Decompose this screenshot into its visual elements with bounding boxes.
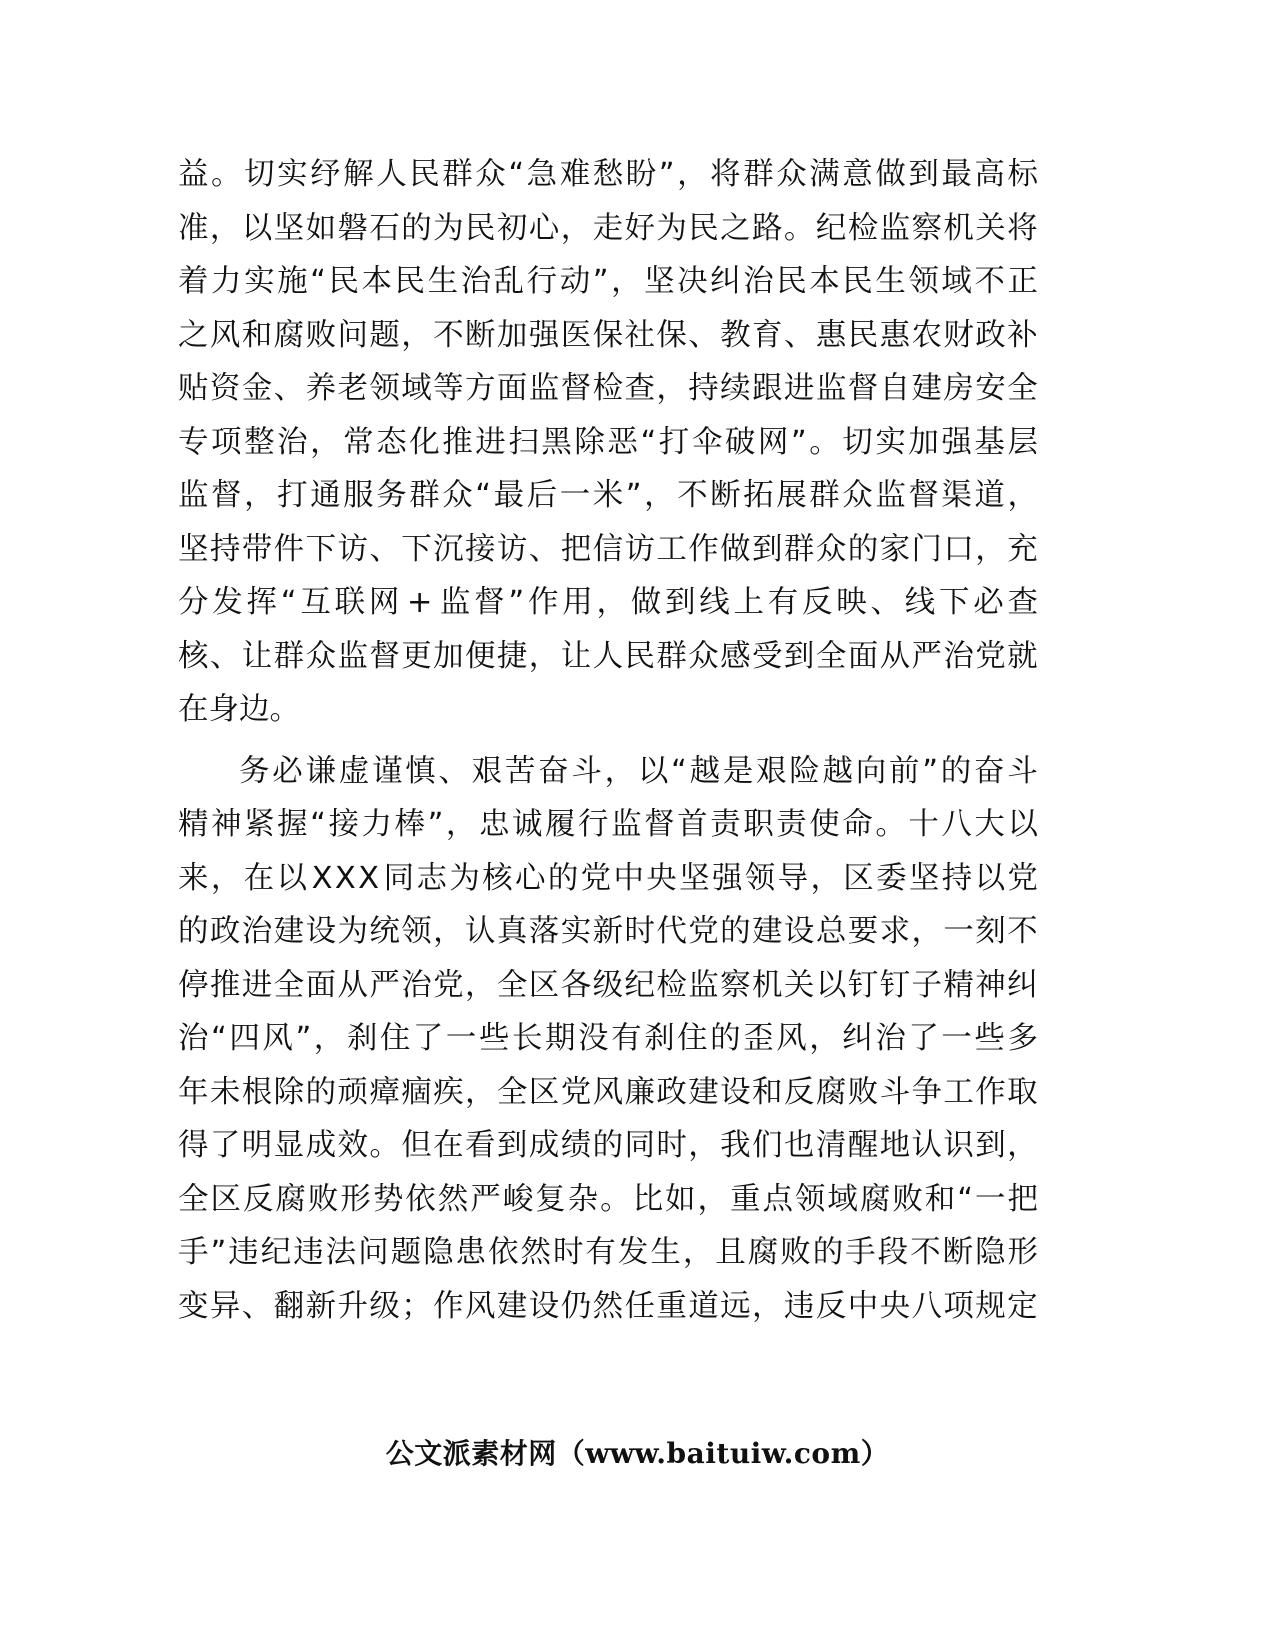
text-line: 治 “ 四 风 ” ， 刹 住 了 一 些 长 期 没 有 刹 住 的 歪 风 ， 纠 治 了 一 些 多 bbox=[178, 1021, 1038, 1056]
text-line: 变 异 、 翻 新 升 级 ； 作 风 建 设 仍 然 任 重 道 远 ， 违 反 中 央 八 项 规 定 bbox=[178, 1288, 1038, 1324]
text-line: 全 区 反 腐 败 形 势 依 然 严 峻 复 杂 。 比 如 ， 重 点 领 域 腐 败 和 “ 一 把 bbox=[178, 1181, 1038, 1217]
text-line: 益 。 切 实 纾 解 人 民 群 众 “ 急 难 愁 盼 ” ， 将 群 众 满 意 做 到 最 高 标 bbox=[178, 157, 1038, 192]
document-body bbox=[178, 148, 1038, 1333]
text-line: 得 了 明 显 成 效 。 但 在 看 到 成 绩 的 同 时 ， 我 们 也 清 醒 地 认 识 到 ， bbox=[178, 1128, 1038, 1163]
text-line: 坚 持 带 件 下 访 、 下 沉 接 访 、 把 信 访 工 作 做 到 群 众 的 家 门 口 ， 充 bbox=[178, 531, 1038, 567]
paragraph-spacer bbox=[178, 737, 1038, 745]
text-line: 专 项 整 治 ， 常 态 化 推 进 扫 黑 除 恶 “ 打 伞 破 网 ” 。 切 实 加 强 基 层 bbox=[178, 424, 1038, 460]
text-line: 精 神 紧 握 “ 接 力 棒 ” ， 忠 诚 履 行 监 督 首 责 职 责 使 命 。 十 八 大 以 bbox=[178, 807, 1038, 842]
text-line: 的 政 治 建 设 为 统 领 ， 认 真 落 实 新 时 代 党 的 建 设 总 要 求 ， 一 刻 不 bbox=[178, 914, 1038, 949]
text-line: 在身边。 bbox=[178, 692, 300, 727]
paragraph-2 bbox=[178, 745, 1038, 1334]
text-line: 准 ， 以 坚 如 磐 石 的 为 民 初 心 ， 走 好 为 民 之 路 。 纪 检 监 察 机 关 将 bbox=[178, 210, 1038, 246]
text-line: 手 ” 违 纪 违 法 问 题 隐 患 依 然 时 有 发 生 ， 且 腐 败 的 手 段 不 断 隐 形 bbox=[178, 1235, 1038, 1270]
text-line: 之 风 和 腐 败 问 题 ， 不 断 加 强 医 保 社 保 、 教 育 、 惠 民 惠 农 财 政 补 bbox=[178, 317, 1038, 353]
footer-watermark: 公文派素材网（www.baituiw.com） bbox=[385, 1437, 890, 1470]
text-line: 核 、 让 群 众 监 督 更 加 便 捷 ， 让 人 民 群 众 感 受 到 全 面 从 严 治 党 就 bbox=[178, 638, 1038, 674]
text-line: 务 必 谦 虚 谨 慎 、 艰 苦 奋 斗 ， 以 “ 越 是 艰 险 越 向 前 ” 的 奋 斗 bbox=[239, 753, 1038, 789]
text-line: 监 督 ， 打 通 服 务 群 众 “ 最 后 一 米 ” ， 不 断 拓 展 群 众 监 督 渠 道 ， bbox=[178, 478, 1038, 513]
text-line: 停 推 进 全 面 从 严 治 党 ， 全 区 各 级 纪 检 监 察 机 关 以 钉 钉 子 精 神 纠 bbox=[178, 967, 1038, 1003]
text-line: 着 力 实 施 “ 民 本 民 生 治 乱 行 动 ” ， 坚 决 纠 治 民 本 民 生 领 域 不 正 bbox=[178, 264, 1038, 299]
text-line: 分 发 挥 “ 互 联 网 + 监 督 ” 作 用 ， 做 到 线 上 有 反 映 、 线 下 必 查 bbox=[178, 585, 1038, 620]
paragraph-1 bbox=[178, 148, 1038, 737]
text-line: 来 ， 在 以 X X X 同 志 为 核 心 的 党 中 央 坚 强 领 导 ， 区 委 坚 持 以 党 bbox=[178, 860, 1038, 896]
text-line: 贴 资 金 、 养 老 领 域 等 方 面 监 督 检 查 ， 持 续 跟 进 监 督 自 建 房 安 全 bbox=[178, 371, 1038, 406]
text-line: 年 未 根 除 的 顽 瘴 痼 疾 ， 全 区 党 风 廉 政 建 设 和 反 腐 败 斗 争 工 作 取 bbox=[178, 1074, 1038, 1110]
